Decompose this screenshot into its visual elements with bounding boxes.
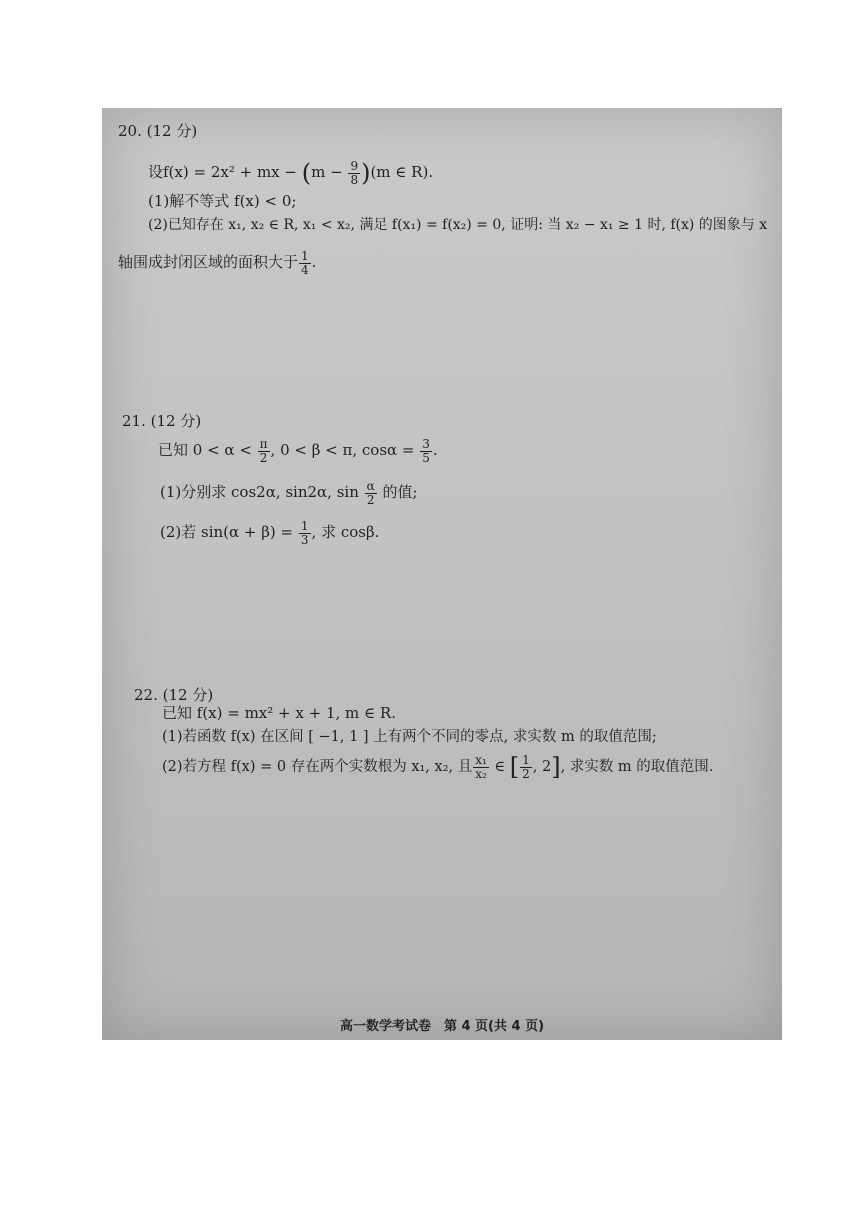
fraction-3-5: $\frac{3}{5}$ <box>422 437 430 465</box>
intro-text-m: m − <box>311 163 348 182</box>
part-2-end: , 求实数 m 的取值范围. <box>560 759 714 776</box>
intro-text: 已知 0 < α < <box>158 441 257 460</box>
period: . <box>432 441 438 460</box>
question-21-header: 21. (12 分) <box>122 412 202 430</box>
period: . <box>311 253 317 272</box>
page-footer: 高一数学考试卷 第 4 页(共 4 页) <box>339 1019 545 1034</box>
question-20-header: 20. (12 分) <box>118 122 198 140</box>
element-of: ∈ <box>489 759 510 776</box>
bracket-left: ( <box>301 159 312 188</box>
question-22-intro: 已知 f(x) = mx² + x + 1, m ∈ R. <box>162 704 396 722</box>
question-22-header: 22. (12 分) <box>134 686 214 704</box>
question-21-part-2 <box>160 520 379 546</box>
fraction-1-2: $\frac{1}{2}$ <box>522 753 530 781</box>
interval-upper: , 2 <box>532 759 552 776</box>
intro-text-mid: , 0 < β < π, cosα = <box>270 441 420 460</box>
fraction-1-4: $\frac{1}{4}$ <box>301 249 309 277</box>
question-20-intro <box>148 160 433 186</box>
question-21-intro <box>158 438 438 464</box>
part-1-text: (1)分别求 cos2α, sin2α, sin <box>160 483 364 502</box>
intro-text: 设f(x) = 2x² + mx − <box>148 163 302 182</box>
part-2-text: (2)若 sin(α + β) = <box>160 523 298 542</box>
part-2-end: , 求 cosβ. <box>311 523 380 542</box>
question-22-part-1: (1)若函数 f(x) 在区间 [ −1, 1 ] 上有两个不同的零点, 求实数 m 的取值范围; <box>162 729 657 745</box>
question-20-part-1: (1)解不等式 f(x) < 0; <box>148 192 297 210</box>
fraction-alpha-2: $\frac{\alpha}{2}$ <box>366 479 375 507</box>
fraction-pi-2: $\frac{\pi}{2}$ <box>259 437 268 465</box>
fraction-x1-x2: $\frac{\text{x₁}}{\text{x₂}}$ <box>475 753 487 781</box>
part-1-end: 的值; <box>377 483 418 502</box>
part-2-cont-text: 轴围成封闭区域的面积大于 <box>118 253 299 272</box>
bracket-right: ] <box>551 753 561 782</box>
question-22-part-2 <box>162 754 713 780</box>
part-2-text: (2)若方程 f(x) = 0 存在两个实数根为 x₁, x₂, 且 <box>162 759 473 776</box>
fraction-9-8: $\frac{9}{8}$ <box>350 159 359 187</box>
question-21-part-1 <box>160 480 418 506</box>
exam-page <box>102 108 782 1040</box>
question-20-part-2: (2)已知存在 x₁, x₂ ∈ R, x₁ < x₂, 满足 f(x₁) = f(x₂) = 0, 证明: 当 x₂ − x₁ ≥ 1 时, f(x) 的图象与 x <box>148 217 768 233</box>
bracket-left: [ <box>509 753 520 782</box>
intro-text-end: (m ∈ R). <box>370 163 434 182</box>
bracket-right: ) <box>361 159 371 188</box>
question-20-part-2-cont <box>118 250 316 276</box>
fraction-1-3: $\frac{1}{3}$ <box>300 519 309 547</box>
